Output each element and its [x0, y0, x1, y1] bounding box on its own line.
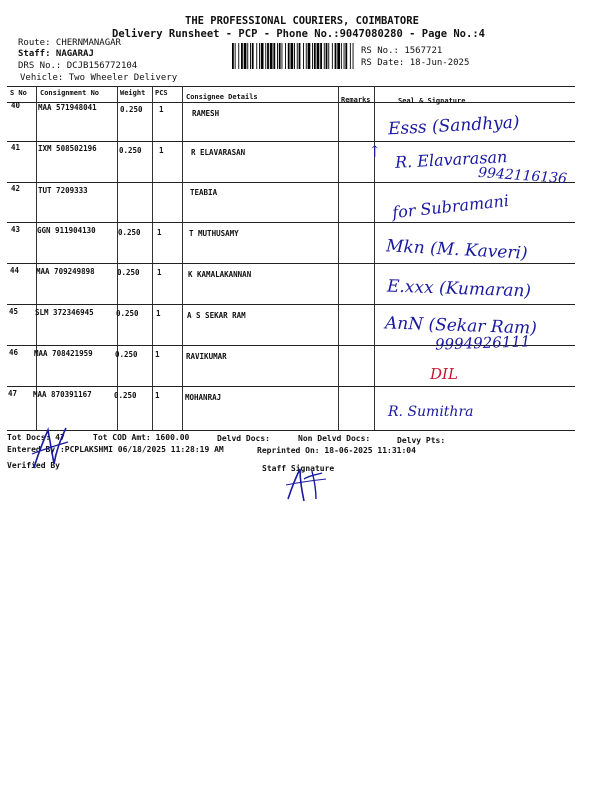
cell-weight: 0.250	[115, 350, 138, 359]
cell-consignment: GGN 911904130	[37, 226, 96, 235]
staff-signature-label: Staff Signature	[262, 464, 335, 473]
cell-weight: 0.250	[118, 228, 141, 237]
cell-pcs: 1	[155, 391, 160, 400]
reprinted-on: Reprinted On: 18-06-2025 11:31:04	[257, 446, 416, 455]
cell-sno: 46	[9, 348, 19, 357]
cell-consignment: MAA 709249898	[36, 267, 95, 276]
cell-pcs: 1	[156, 309, 161, 318]
cell-pcs: 1	[155, 350, 160, 359]
row-separator	[7, 263, 575, 264]
verified-by-label: Verified By	[7, 461, 60, 470]
runsheet-subtitle: Delivery Runsheet - PCP - Phone No.:9047080280 - Page No.:4	[112, 28, 485, 40]
route-label: Route: CHERNMANAGAR	[18, 38, 121, 48]
handwritten-signature: R. Elavarasan	[394, 147, 508, 172]
cell-sno: 43	[11, 225, 21, 234]
rs-date: RS Date: 18-Jun-2025	[361, 58, 470, 68]
cell-consignee: T MUTHUSAMY	[189, 229, 239, 238]
cell-weight: 0.250	[119, 146, 142, 155]
cell-sno: 47	[8, 389, 18, 398]
column-divider	[374, 86, 375, 431]
table-top-rule	[7, 86, 575, 87]
cell-weight: 0.250	[120, 105, 143, 114]
total-docs: Tot Docs: 47	[7, 433, 65, 442]
col-header-weight: Weight	[120, 89, 146, 97]
cell-sno: 42	[11, 184, 21, 193]
handwritten-phone: 9994926111	[434, 332, 531, 354]
col-header-sno: S No	[10, 89, 27, 97]
column-divider	[182, 86, 183, 431]
cell-pcs: 1	[159, 146, 164, 155]
cell-consignee: A S SEKAR RAM	[187, 311, 246, 320]
cell-weight: 0.250	[117, 268, 140, 277]
handwritten-signature: AnN (Sekar Ram)	[384, 313, 538, 339]
table-bottom-rule	[7, 430, 575, 431]
cell-consignment: IXM 508502196	[38, 144, 97, 153]
cell-consignee: RAMESH	[192, 109, 220, 118]
handwritten-mark: ↑	[368, 142, 382, 161]
column-divider	[152, 86, 153, 431]
drs-number: DRS No.: DCJB156772104	[18, 61, 138, 71]
cell-consignee: RAVIKUMAR	[186, 352, 227, 361]
company-title: THE PROFESSIONAL COURIERS, COIMBATORE	[185, 15, 419, 27]
cell-sno: 40	[11, 101, 21, 110]
delivered-docs: Delvd Docs:	[217, 434, 270, 443]
column-divider	[338, 86, 339, 431]
cell-pcs: 1	[157, 228, 162, 237]
total-cod-amount: Tot COD Amt: 1600.00	[93, 433, 190, 442]
handwritten-signature: for Subramani	[391, 190, 510, 223]
handwritten-phone: 9942116136	[477, 164, 568, 188]
handwritten-signature: R. Sumithra	[388, 404, 474, 420]
column-divider	[36, 86, 37, 431]
handwritten-signature: Mkn (M. Kaveri)	[385, 236, 529, 264]
cell-pcs: 1	[159, 105, 164, 114]
cell-consignee: R ELAVARASAN	[191, 148, 246, 157]
cell-consignment: MAA 870391167	[33, 390, 92, 399]
column-divider	[117, 86, 118, 431]
cell-weight: 0.250	[114, 391, 137, 400]
delivery-points: Delvy Pts:	[397, 436, 446, 445]
entered-by: Entered By :PCPLAKSHMI 06/18/2025 11:28:19 AM	[7, 445, 224, 454]
cell-consignee: TEABIA	[190, 188, 218, 197]
cell-consignment: SLM 372346945	[35, 308, 94, 317]
cell-consignee: K KAMALAKANNAN	[188, 270, 252, 279]
col-header-remarks: Remarks	[341, 96, 371, 104]
cell-weight: 0.250	[116, 309, 139, 318]
row-separator	[7, 222, 575, 223]
handwritten-signature: Esss (Sandhya)	[387, 112, 520, 140]
barcode-image	[232, 43, 356, 69]
cell-consignment: TUT 7209333	[38, 186, 88, 195]
cell-pcs: 1	[157, 268, 162, 277]
row-separator	[7, 182, 575, 183]
cell-consignee: MOHANRAJ	[185, 393, 222, 402]
verifier-signature-scribble	[28, 424, 70, 472]
rs-number: RS No.: 1567721	[361, 46, 443, 56]
cell-consignment: MAA 571948041	[38, 103, 97, 112]
row-separator	[7, 304, 575, 305]
non-delivered-docs: Non Delvd Docs:	[298, 434, 371, 443]
cell-sno: 45	[9, 307, 19, 316]
cell-sno: 44	[10, 266, 20, 275]
cell-sno: 41	[11, 143, 21, 152]
col-header-seal-signature: Seal & Signature	[398, 97, 466, 105]
handwritten-signature: E.xxx (Kumaran)	[386, 276, 532, 302]
handwritten-signature: DIL	[430, 365, 458, 383]
col-header-pcs: PCS	[155, 89, 168, 97]
cell-consignment: MAA 708421959	[34, 349, 93, 358]
row-separator	[7, 386, 575, 387]
col-header-consignee: Consignee Details	[186, 93, 258, 101]
col-header-consignment: Consignment No	[40, 89, 100, 97]
row-separator	[7, 141, 575, 142]
staff-signature-scribble	[282, 465, 328, 505]
vehicle-label: Vehicle: Two Wheeler Delivery	[20, 73, 178, 83]
staff-label: Staff: NAGARAJ	[18, 49, 94, 59]
